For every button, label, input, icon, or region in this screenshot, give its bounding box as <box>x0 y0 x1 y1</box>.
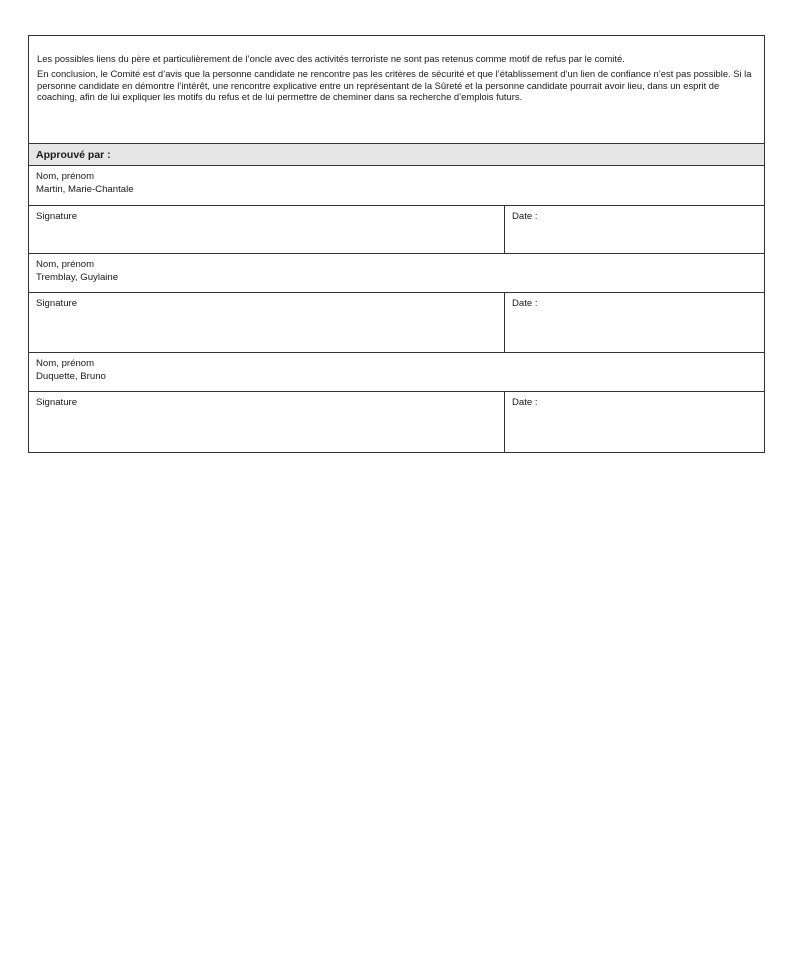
name-label: Nom, prénom <box>36 171 95 182</box>
date-label: Date : <box>512 298 538 309</box>
signature-field[interactable] <box>29 206 505 253</box>
approver-signature-row <box>29 206 764 254</box>
approved-by-header: Approuvé par : <box>29 144 764 166</box>
signature-field[interactable] <box>29 293 505 352</box>
approver-name-row <box>29 254 764 293</box>
paragraph-conclusion: En conclusion, le Comité est d’avis que la personne candidate ne rencontre pas les critères de sécurité et que l’établissement d’un lien de confiance n’est pas possible. Si la personne candidate en démontre l’intérêt, une rencontre explicative entre un représentant de la Sûreté et la personne candidate pourrait avoir lieu, dans un esprit de coaching, afin de lui expliquer les motifs du refus et de lui permettre de cheminer dans sa recherche d’emplois futurs. <box>37 68 752 103</box>
date-label: Date : <box>512 397 538 408</box>
date-field[interactable] <box>505 392 764 452</box>
approver-signature-row <box>29 293 764 353</box>
name-label: Nom, prénom <box>36 259 95 270</box>
approval-form <box>28 35 765 453</box>
approver-name: Duquette, Bruno <box>36 371 106 382</box>
date-field[interactable] <box>505 293 764 352</box>
paragraph-terrorist-links: Les possibles liens du père et particulièrement de l’oncle avec des activités terroriste ne sont pas retenus comme motif de refus par le comité. <box>37 53 625 64</box>
approver-name: Tremblay, Guylaine <box>36 272 119 283</box>
date-label: Date : <box>512 211 538 222</box>
approver-name: Martin, Marie-Chantale <box>36 184 134 195</box>
conclusion-text-block <box>29 36 764 144</box>
signature-field[interactable] <box>29 392 505 452</box>
date-field[interactable] <box>505 206 764 253</box>
name-label: Nom, prénom <box>36 358 95 369</box>
approver-name-row <box>29 166 764 206</box>
approver-signature-row <box>29 392 764 452</box>
signature-label: Signature <box>36 211 78 222</box>
approver-name-row <box>29 353 764 392</box>
signature-label: Signature <box>36 298 78 309</box>
signature-label: Signature <box>36 397 78 408</box>
